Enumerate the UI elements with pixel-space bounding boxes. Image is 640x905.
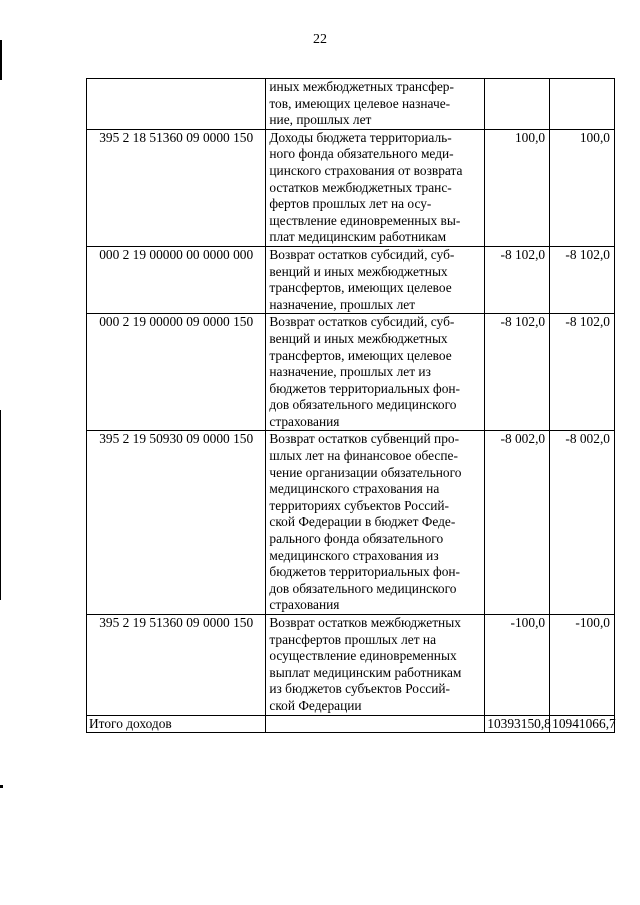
revenue-name-cell <box>266 129 485 246</box>
revenue-name-line: из бюджетов субъектов Россий- <box>269 681 451 697</box>
revenue-name-cell <box>266 314 485 431</box>
amount-year-2-cell: -8 102,0 <box>550 314 615 431</box>
revenue-name-line: Возврат остатков субсидий, суб- <box>269 314 455 330</box>
revenue-name-line: осуществление единовременных <box>269 648 457 664</box>
revenue-name-line: ного фонда обязательного меди- <box>269 146 454 162</box>
revenue-name-line: цинского страхования от возврата <box>269 162 463 178</box>
table-row <box>87 431 615 615</box>
revenue-name-line: чение организации обязательного <box>269 464 462 480</box>
table-row <box>87 129 615 246</box>
revenue-name-line: трансфертов, имеющих целевое <box>269 347 452 363</box>
amount-year-1-cell: -8 102,0 <box>485 314 550 431</box>
revenue-name-cell <box>266 615 485 716</box>
scan-edge-mark <box>0 40 2 80</box>
budget-code-cell <box>87 79 266 130</box>
revenue-name-line: назначение, прошлых лет из <box>269 364 431 380</box>
revenue-name-line: ской Федерации в бюджет Феде- <box>269 514 456 530</box>
total-empty-cell <box>266 715 485 733</box>
revenue-name-line: медицинского страхования на <box>269 481 440 497</box>
revenue-name-line: ние, прошлых лет <box>269 112 372 128</box>
revenue-name-line: венций и иных межбюджетных <box>269 263 448 279</box>
amount-year-1-cell: -8 102,0 <box>485 246 550 313</box>
budget-code-cell: 000 2 19 00000 09 0000 150 <box>87 314 266 431</box>
amount-year-2-cell: -8 002,0 <box>550 431 615 615</box>
amount-year-2-cell: -8 102,0 <box>550 246 615 313</box>
revenue-name-line: страхования <box>269 413 340 429</box>
revenue-name-line: страхования <box>269 597 340 613</box>
revenue-name-cell <box>266 431 485 615</box>
revenue-name-line: ской Федерации <box>269 697 362 713</box>
amount-year-1-cell: -8 002,0 <box>485 431 550 615</box>
revenue-name-line: назначение, прошлых лет <box>269 296 416 312</box>
page-number: 22 <box>313 32 327 47</box>
table-row <box>87 314 615 431</box>
revenue-name-line: тов, имеющих целевое назначе- <box>269 95 451 111</box>
revenue-name-line: Возврат остатков субвенций про- <box>269 431 460 447</box>
total-year-1: 10393150,8 <box>485 715 550 733</box>
revenue-name-line: шлых лет на финансовое обеспе- <box>269 448 458 464</box>
amount-year-2-cell: -100,0 <box>550 615 615 716</box>
total-year-2: 10941066,7 <box>550 715 615 733</box>
budget-code-cell: 395 2 18 51360 09 0000 150 <box>87 129 266 246</box>
table-body <box>87 79 615 733</box>
revenue-name-line: медицинского страхования из <box>269 547 439 563</box>
revenue-name-line: иных межбюджетных трансфер- <box>269 79 454 94</box>
revenue-name-line: дов обязательного медицинского <box>269 397 457 413</box>
revenue-name-line: выплат медицинским работникам <box>269 664 462 680</box>
revenue-name-line: бюджетов территориальных фон- <box>269 380 461 396</box>
total-label: Итого доходов <box>87 715 266 733</box>
budget-code-cell: 395 2 19 51360 09 0000 150 <box>87 615 266 716</box>
revenue-name-line: трансфертов прошлых лет на <box>269 631 437 647</box>
budget-code-cell: 395 2 19 50930 09 0000 150 <box>87 431 266 615</box>
revenue-name-cell <box>266 246 485 313</box>
table-row <box>87 246 615 313</box>
revenue-name-line: территориях субъектов Россий- <box>269 497 449 513</box>
revenue-name-line: остатков межбюджетных транс- <box>269 179 452 195</box>
amount-year-2-cell: 100,0 <box>550 129 615 246</box>
revenue-name-line: венций и иных межбюджетных <box>269 330 448 346</box>
amount-year-1-cell: 100,0 <box>485 129 550 246</box>
revenue-name-line: трансфертов, имеющих целевое <box>269 280 452 296</box>
revenue-name-line: ществление единовременных вы- <box>269 212 461 228</box>
revenue-name-line: Возврат остатков субсидий, суб- <box>269 246 455 262</box>
table-row <box>87 615 615 716</box>
revenue-name-line: рального фонда обязательного <box>269 531 444 547</box>
table-row <box>87 79 615 130</box>
budget-code-cell: 000 2 19 00000 00 0000 000 <box>87 246 266 313</box>
scan-dot-mark <box>0 785 3 788</box>
revenue-name-line: Возврат остатков межбюджетных <box>269 615 461 630</box>
revenue-name-line: фертов прошлых лет на осу- <box>269 196 432 212</box>
revenue-name-line: дов обязательного медицинского <box>269 580 457 596</box>
scan-edge-mark <box>0 410 1 600</box>
revenue-name-line: Доходы бюджета территориаль- <box>269 129 452 145</box>
budget-revenue-table <box>86 78 615 733</box>
amount-year-1-cell: -100,0 <box>485 615 550 716</box>
revenue-name-cell <box>266 79 485 130</box>
total-row <box>87 715 615 733</box>
revenue-name-line: бюджетов территориальных фон- <box>269 564 461 580</box>
amount-year-1-cell <box>485 79 550 130</box>
amount-year-2-cell <box>550 79 615 130</box>
revenue-name-line: плат медицинским работникам <box>269 229 447 245</box>
